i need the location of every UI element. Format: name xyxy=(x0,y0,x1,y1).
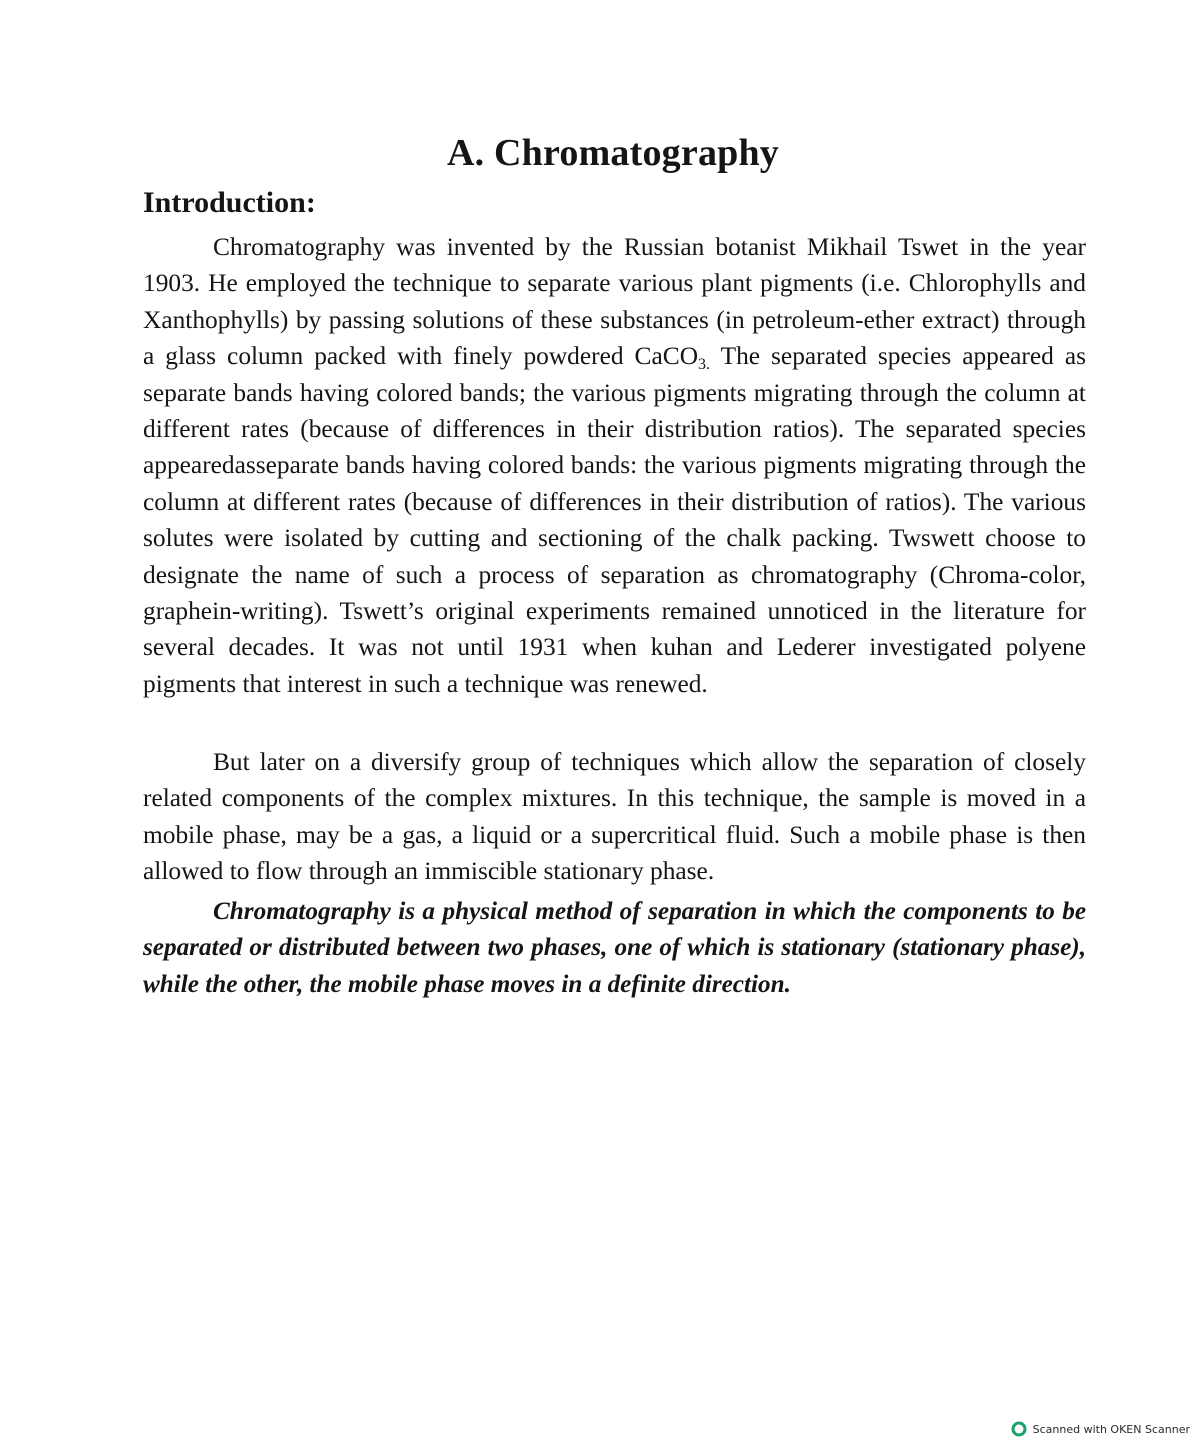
section-heading: Introduction: xyxy=(143,186,316,219)
paragraph-history xyxy=(143,229,1086,702)
paragraph-techniques: But later on a diversify group of techniques which allow the separation of closely related components of the complex mixtures. In this technique, the sample is moved in a mobile phase, may be a gas, a liquid or a supercritical fluid. Such a mobile phase is then allowed to flow through an immiscible stationary phase. xyxy=(143,748,1086,886)
watermark-text: Scanned with OKEN Scanner xyxy=(1032,1422,1190,1436)
paragraph-definition: Chromatography is a physical method of separation in which the components to be separated or distributed between two phases, one of which is stationary (stationary phase), while the other, the mobile phase moves in a definite direction. xyxy=(143,898,1086,998)
paragraph-history-text-after: The separated species appeared as separate bands having colored bands; the various pigments migrating through the column at different rates (because of differences in their distribution ratios). The separated species appearedasseparate bands having colored bands: the various pigments migrating through the column at different rates (because of differences in their distribution of ratios). The various solutes were isolated by cutting and sectioning of the chalk packing. Twswett choose to designate the name of such a process of separation as chromatography (Chroma-color, graphein-writing). Tswett’s original experiments remained unnoticed in the literature for several decades. It was not until 1931 when kuhan and Lederer investigated polyene pigments that interest in such a technique was renewed. xyxy=(143,342,1086,698)
scanner-watermark xyxy=(1011,1421,1190,1437)
page-title: A. Chromatography xyxy=(446,132,780,174)
paragraph-history-text-before: Chromatography was invented by the Russian botanist Mikhail Tswet in the year 1903. He employed the technique to separate various plant pigments (i.e. Chlorophylls and Xanthophylls) by passing solutions of these substances (in petroleum-ether extract) through a glass column packed with finely powdered CaCO xyxy=(143,233,1086,371)
formula-subscript: 3. xyxy=(698,356,711,374)
oken-logo-icon xyxy=(1011,1421,1027,1437)
